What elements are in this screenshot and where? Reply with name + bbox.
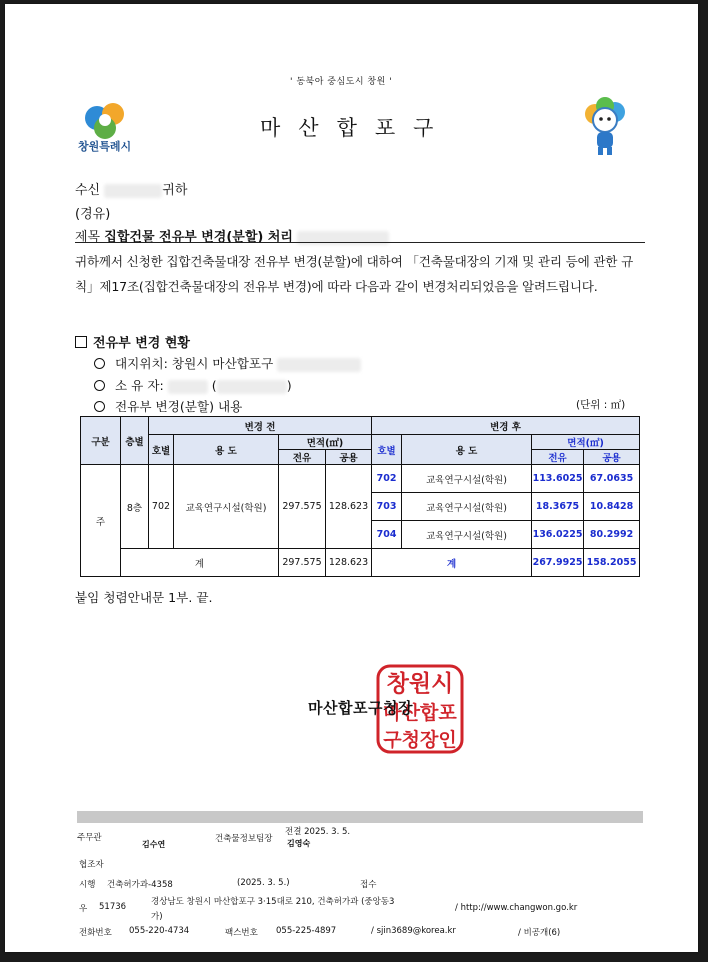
- header-use-before: 용 도: [174, 435, 279, 465]
- before-total-common: 128.623: [326, 549, 372, 577]
- before-exclusive: 297.575: [279, 465, 326, 549]
- document-page: [5, 4, 698, 952]
- after-common: 80.2992: [584, 521, 640, 549]
- header-area-after: 면적(㎡): [532, 435, 640, 450]
- change-content-text: 전유부 변경(분할) 내용: [115, 399, 243, 414]
- after-exclusive: 113.6025: [532, 465, 584, 493]
- department-title: 마산합포구: [260, 116, 452, 140]
- change-content-item: [94, 396, 242, 415]
- website-link[interactable]: / http://www.changwon.go.kr: [455, 903, 578, 913]
- receipt-label: 접수: [360, 880, 377, 890]
- address-continued: 가): [151, 912, 163, 922]
- division-cell: 주: [81, 465, 121, 577]
- after-use: 교육연구시설(학원): [402, 465, 532, 493]
- table-row: [81, 465, 640, 493]
- after-use: 교육연구시설(학원): [402, 493, 532, 521]
- header-unit-before: 호별: [149, 435, 174, 465]
- subject-text: 집합건물 전유부 변경(분할) 처리: [104, 230, 293, 245]
- change-table: [80, 416, 640, 577]
- after-total-label: 계: [372, 549, 532, 577]
- header-after: 변경 후: [372, 417, 640, 435]
- seal-text-2: 마산합포: [383, 702, 457, 724]
- owner-item: [94, 375, 292, 394]
- before-total-label: 계: [121, 549, 279, 577]
- subject-label: 제목: [75, 230, 101, 245]
- postal-code: 51736: [99, 902, 127, 912]
- after-total-exclusive: 267.9925: [532, 549, 584, 577]
- signature-name: 마산합포구청장: [308, 699, 413, 717]
- site-location-item: [94, 353, 361, 372]
- address: 경상남도 창원시 마산합포구 3·15대로 210, 건축허가과 (중앙동3: [151, 897, 395, 907]
- after-unit: 704: [372, 521, 402, 549]
- header-exclusive-after: 전유: [532, 450, 584, 465]
- fax-number: 055-225-4897: [276, 926, 337, 936]
- chief-name: 김영숙: [287, 839, 311, 848]
- total-row: [81, 549, 640, 577]
- bullet-circle-icon: [94, 401, 105, 412]
- enforce-label: 시행: [79, 880, 96, 890]
- recipient-suffix: 귀하: [162, 183, 188, 198]
- site-location-text: 대지위치: 창원시 마산합포구: [115, 356, 274, 371]
- redacted-owner: [168, 380, 208, 394]
- owner-paren-open: (: [211, 378, 217, 393]
- fax-label: 팩스번호: [225, 928, 258, 938]
- seal-text-3: 구청장인: [383, 729, 457, 751]
- header-area-before: 면적(㎡): [279, 435, 372, 450]
- enforce-date: (2025. 3. 5.): [237, 878, 290, 888]
- after-common: 67.0635: [584, 465, 640, 493]
- slogan: ' 동북아 중심도시 창원 ': [290, 77, 393, 87]
- footer-bar: [77, 811, 643, 823]
- chief-label: 건축물정보팀장: [215, 834, 273, 844]
- unit-label: (단위 : ㎡): [576, 399, 626, 411]
- after-exclusive: 18.3675: [532, 493, 584, 521]
- bullet-circle-icon: [94, 358, 105, 369]
- after-exclusive: 136.0225: [532, 521, 584, 549]
- after-use: 교육연구시설(학원): [402, 521, 532, 549]
- header-unit-after: 호별: [372, 435, 402, 465]
- before-total-exclusive: 297.575: [279, 549, 326, 577]
- postal-label: 우: [79, 904, 88, 914]
- recipient-label: 수신: [75, 183, 101, 198]
- disclosure-label: / 비공개(6): [518, 928, 561, 938]
- phone-number: 055-220-4734: [129, 926, 190, 936]
- before-common: 128.623: [326, 465, 372, 549]
- recipient-line: [75, 179, 187, 198]
- cooperator-label: 협조자: [79, 860, 104, 870]
- seal-text-1: 창원시: [386, 671, 454, 697]
- logo-caption: 창원특례시: [78, 140, 132, 153]
- divider: [75, 242, 645, 243]
- decision-label: 전결 2025. 3. 5.: [285, 827, 351, 837]
- header-floor: 층별: [121, 417, 149, 465]
- owner-paren-close: ): [286, 378, 292, 393]
- header-use-after: 용 도: [402, 435, 532, 465]
- floor-cell: 8층: [121, 465, 149, 549]
- header-division: 구분: [81, 417, 121, 465]
- after-common: 10.8428: [584, 493, 640, 521]
- before-unit: 702: [149, 465, 174, 549]
- email-link[interactable]: / sjin3689@korea.kr: [371, 926, 456, 936]
- before-use: 교육연구시설(학원): [174, 465, 279, 549]
- owner-text: 소 유 자:: [115, 378, 164, 393]
- section-title: 전유부 변경 현황: [93, 336, 190, 351]
- after-unit: 702: [372, 465, 402, 493]
- bullet-circle-icon: [94, 380, 105, 391]
- staff-label: 주무관: [77, 833, 102, 843]
- header-common-before: 공용: [326, 450, 372, 465]
- body-paragraph: 귀하께서 신청한 집합건축물대장 전유부 변경(분할)에 대하여 「건축물대장의 기재 및 관리 등에 관한 규칙」제17조(집합건축물대장의 전유부 변경)에 따라 다음과 같이 변경처리되었음을 알려드립니다.: [75, 254, 634, 294]
- staff-name: 김수연: [142, 840, 166, 849]
- enforce-number: 건축허가과-4358: [107, 880, 173, 890]
- redacted-recipient: [104, 184, 162, 198]
- redacted-address: [277, 358, 361, 372]
- section-heading: [75, 332, 190, 351]
- header-before: 변경 전: [149, 417, 372, 435]
- redacted-owner-id: [217, 380, 287, 394]
- phone-label: 전화번호: [79, 928, 112, 938]
- header-exclusive-before: 전유: [279, 450, 326, 465]
- via-line: (경유): [75, 207, 111, 222]
- checkbox-square-icon: [75, 336, 87, 348]
- header-common-after: 공용: [584, 450, 640, 465]
- after-total-common: 158.2055: [584, 549, 640, 577]
- attachment-line: 붙임 청렴안내문 1부. 끝.: [75, 590, 213, 605]
- mascot-icon: [580, 96, 630, 156]
- after-unit: 703: [372, 493, 402, 521]
